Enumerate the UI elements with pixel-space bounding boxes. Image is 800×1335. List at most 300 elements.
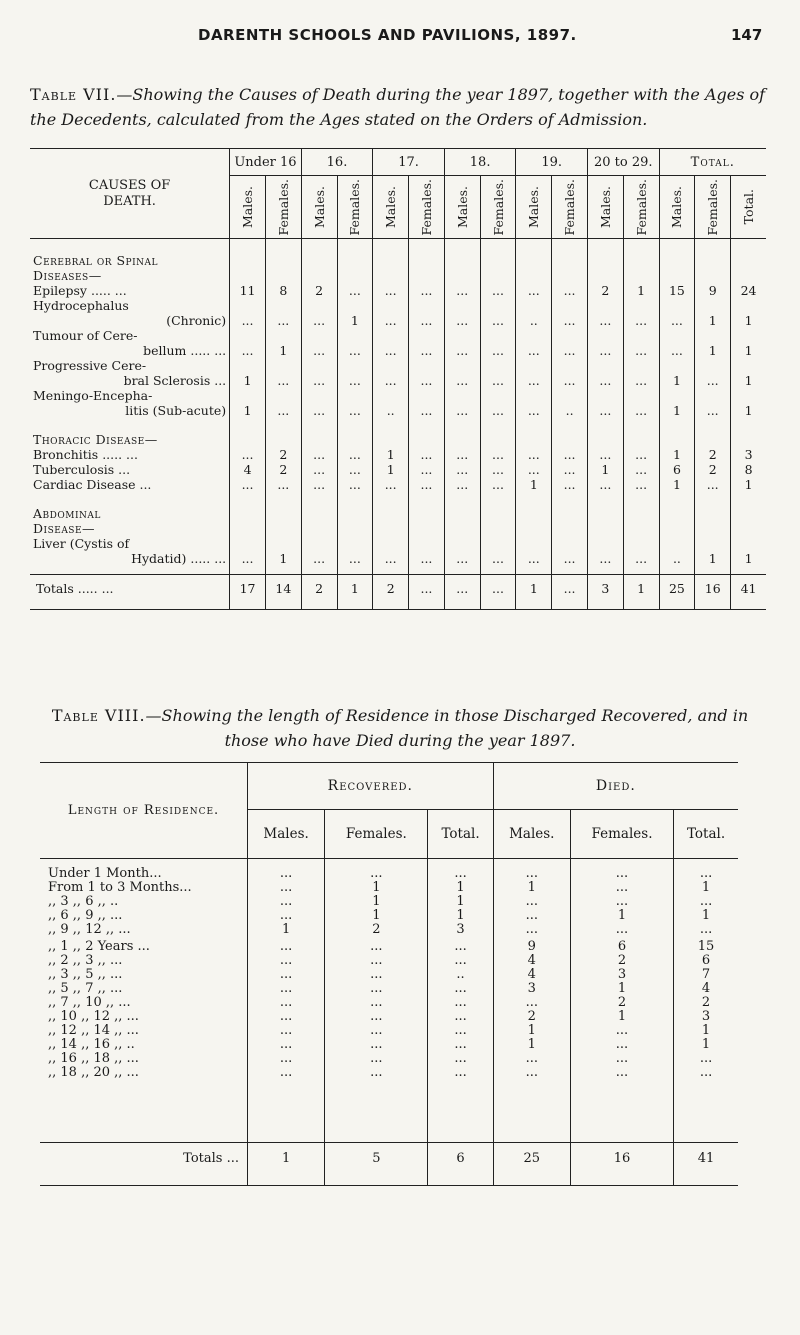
empty-cell xyxy=(731,388,766,403)
empty-cell xyxy=(265,298,301,313)
residence-label: Under 1 Month... xyxy=(40,867,248,881)
count-cell: ... xyxy=(623,403,659,418)
residence-label: ,, 9 ,, 12 ,, ... xyxy=(40,923,248,940)
spacer-cell xyxy=(623,492,659,506)
count-cell: 4 xyxy=(493,968,570,982)
sex-subheader-text: Males. xyxy=(454,185,470,229)
empty-cell xyxy=(337,253,373,268)
spacer-cell xyxy=(230,492,266,506)
section-heading-row xyxy=(30,521,766,536)
count-cell: ... xyxy=(480,283,516,298)
empty-cell xyxy=(409,432,445,447)
empty-cell xyxy=(337,506,373,521)
spacer-cell xyxy=(30,418,230,432)
count-cell: 8 xyxy=(744,462,753,477)
count-cell: ... xyxy=(552,343,588,358)
count-cell: ... xyxy=(325,954,428,968)
count-cell: 2 xyxy=(570,996,673,1010)
spacer-cell xyxy=(230,239,266,254)
spacer-cell xyxy=(428,1080,493,1143)
empty-cell xyxy=(552,432,588,447)
count-cell: ... xyxy=(444,462,480,477)
count-cell: ... xyxy=(337,343,373,358)
empty-cell xyxy=(731,536,766,551)
spacer-cell xyxy=(373,566,409,575)
count-cell: 9 xyxy=(695,283,731,298)
empty-cell xyxy=(373,298,409,313)
spacer-cell xyxy=(373,239,409,254)
residence-label: ,, 1 ,, 2 Years ... xyxy=(40,940,248,954)
total-cell: ... xyxy=(409,575,445,602)
empty-cell xyxy=(373,328,409,343)
spacer-cell xyxy=(40,1175,248,1186)
count-cell: ... xyxy=(428,954,493,968)
section-heading: Diseases— xyxy=(30,268,230,283)
empty-cell xyxy=(444,328,480,343)
sex-subheader xyxy=(731,176,766,239)
residence-row xyxy=(40,923,738,940)
cause-row xyxy=(30,283,766,298)
recovered-header: Recovered. xyxy=(248,763,494,810)
cause-label: Progressive Cere- xyxy=(30,358,230,373)
empty-cell xyxy=(623,506,659,521)
count-cell: 2 xyxy=(265,447,301,462)
spacer-cell xyxy=(30,492,230,506)
total-cell: 1 xyxy=(623,575,659,602)
totals-label: Totals ..... ... xyxy=(30,575,230,602)
empty-cell xyxy=(552,536,588,551)
count-cell: ... xyxy=(301,477,337,492)
count-cell: ... xyxy=(409,373,445,388)
sex-subheader-text: Females. xyxy=(705,178,721,236)
table-viii-caption xyxy=(20,703,780,753)
spacer-row xyxy=(30,566,766,575)
count-cell: ... xyxy=(248,895,325,909)
empty-cell xyxy=(409,268,445,283)
empty-cell xyxy=(230,358,266,373)
count-cell: ... xyxy=(337,283,373,298)
sex-subheader-text: Males. xyxy=(240,185,256,229)
spacer-cell xyxy=(587,566,623,575)
empty-cell xyxy=(230,388,266,403)
age-group-header: 18. xyxy=(444,149,516,176)
count-cell: ... xyxy=(444,343,480,358)
count-cell: ... xyxy=(516,373,552,388)
sex-subheader xyxy=(695,176,731,239)
empty-cell xyxy=(623,298,659,313)
empty-cell xyxy=(516,432,552,447)
spacer-cell xyxy=(516,418,552,432)
residence-label: ,, 5 ,, 7 ,, ... xyxy=(40,982,248,996)
count-cell: 1 xyxy=(695,343,731,358)
sex-subheader xyxy=(552,176,588,239)
empty-cell xyxy=(230,253,266,268)
count-cell: ... xyxy=(301,343,337,358)
count-cell: 3 xyxy=(744,447,753,462)
spacer-row xyxy=(30,239,766,254)
cause-label: Epilepsy ..... ... xyxy=(30,283,230,298)
count-cell: 1 xyxy=(587,462,623,477)
column-subheader: Total. xyxy=(674,810,738,859)
spacer-cell xyxy=(570,1080,673,1143)
spacer-cell xyxy=(674,1080,738,1143)
count-cell: ... xyxy=(699,866,713,881)
count-cell: ... xyxy=(230,551,266,566)
empty-cell xyxy=(623,432,659,447)
count-cell: ... xyxy=(570,1024,673,1038)
residence-row xyxy=(40,954,738,968)
spacer-cell xyxy=(428,1175,493,1186)
count-cell: ... xyxy=(659,343,695,358)
sex-subheader-text: Males. xyxy=(597,185,613,229)
spacer-cell xyxy=(265,566,301,575)
count-cell: ... xyxy=(699,1051,713,1066)
spacer-cell xyxy=(695,418,731,432)
spacer-cell xyxy=(230,566,266,575)
count-cell: ... xyxy=(373,283,409,298)
table-vii-label: Table VII. xyxy=(30,85,117,104)
empty-cell xyxy=(516,388,552,403)
sex-subheader xyxy=(409,176,445,239)
spacer-cell xyxy=(731,601,766,610)
empty-cell xyxy=(337,388,373,403)
sex-subheader xyxy=(444,176,480,239)
residence-label: ,, 12 ,, 14 ,, ... xyxy=(40,1024,248,1038)
empty-cell xyxy=(623,521,659,536)
count-cell: 8 xyxy=(265,283,301,298)
empty-cell xyxy=(659,298,695,313)
spacer-cell xyxy=(248,1080,325,1143)
section-heading-row xyxy=(30,268,766,283)
count-cell: 4 xyxy=(230,462,266,477)
count-cell: 1 xyxy=(695,551,731,566)
count-cell: 2 xyxy=(301,283,337,298)
count-cell: ... xyxy=(480,373,516,388)
empty-cell xyxy=(301,432,337,447)
cause-label: Tuberculosis ... xyxy=(30,462,230,477)
empty-cell xyxy=(444,536,480,551)
count-cell: 6 xyxy=(659,462,695,477)
spacer-cell xyxy=(301,566,337,575)
empty-cell xyxy=(373,253,409,268)
age-group-header: 20 to 29. xyxy=(587,149,659,176)
empty-cell xyxy=(265,432,301,447)
empty-cell xyxy=(301,358,337,373)
count-cell: 1 xyxy=(744,477,753,492)
spacer-cell xyxy=(409,601,445,610)
count-cell: ... xyxy=(552,373,588,388)
cause-row xyxy=(30,536,766,551)
empty-cell xyxy=(587,432,623,447)
table-viii xyxy=(40,762,738,1186)
spacer-cell xyxy=(444,418,480,432)
cause-label: Hydatid) ..... ... xyxy=(30,551,230,566)
count-cell: ... xyxy=(570,1066,673,1080)
empty-cell xyxy=(409,328,445,343)
count-cell: ... xyxy=(248,954,325,968)
total-cell: 41 xyxy=(674,1143,738,1176)
count-cell: ... xyxy=(587,551,623,566)
count-cell: ... xyxy=(552,477,588,492)
residence-row xyxy=(40,1010,738,1024)
sex-subheader-text: Females. xyxy=(275,178,291,236)
count-cell: .. xyxy=(659,551,695,566)
total-cell: 6 xyxy=(428,1143,493,1176)
empty-cell xyxy=(337,268,373,283)
count-cell: ... xyxy=(587,313,623,328)
empty-cell xyxy=(230,268,266,283)
count-cell: ... xyxy=(552,551,588,566)
age-group-header: 19. xyxy=(516,149,588,176)
count-cell: 1 xyxy=(570,982,673,996)
count-cell: ... xyxy=(230,477,266,492)
table-viii-body xyxy=(40,859,738,1186)
empty-cell xyxy=(373,388,409,403)
empty-cell xyxy=(480,388,516,403)
empty-cell xyxy=(230,536,266,551)
count-cell: ... xyxy=(325,1052,428,1066)
count-cell: 1 xyxy=(265,551,301,566)
spacer-row xyxy=(40,1080,738,1143)
spacer-cell xyxy=(30,239,230,254)
total-cell: 2 xyxy=(301,575,337,602)
spacer-row xyxy=(30,492,766,506)
count-cell: 1 xyxy=(428,909,493,923)
cause-label: Liver (Cystis of xyxy=(30,536,230,551)
empty-cell xyxy=(659,253,695,268)
count-cell: ... xyxy=(230,343,266,358)
count-cell: 1 xyxy=(493,881,570,895)
empty-cell xyxy=(659,388,695,403)
count-cell: ... xyxy=(570,895,673,909)
cause-row xyxy=(30,358,766,373)
count-cell: ... xyxy=(444,373,480,388)
section-heading: Disease— xyxy=(30,521,230,536)
count-cell: ... xyxy=(230,313,266,328)
spacer-cell xyxy=(30,566,230,575)
sex-subheader-text: Females. xyxy=(633,178,649,236)
empty-cell xyxy=(301,388,337,403)
spacer-cell xyxy=(695,601,731,610)
count-cell: ... xyxy=(337,373,373,388)
column-subheader: Females. xyxy=(570,810,673,859)
section-heading: Abdominal xyxy=(30,506,230,521)
count-cell: ... xyxy=(516,462,552,477)
count-cell: 1 xyxy=(570,909,673,923)
totals-row xyxy=(30,575,766,602)
count-cell: ... xyxy=(325,1024,428,1038)
count-cell: ... xyxy=(325,982,428,996)
empty-cell xyxy=(337,521,373,536)
column-subheader: Total. xyxy=(428,810,493,859)
count-cell: ... xyxy=(428,1024,493,1038)
count-cell: 2 xyxy=(701,995,711,1010)
count-cell: ... xyxy=(623,313,659,328)
empty-cell xyxy=(731,268,766,283)
residence-label: ,, 3 ,, 5 ,, ... xyxy=(40,968,248,982)
spacer-cell xyxy=(337,566,373,575)
count-cell: 2 xyxy=(493,1010,570,1024)
sex-subheader-text: Females. xyxy=(418,178,434,236)
empty-cell xyxy=(230,506,266,521)
empty-cell xyxy=(695,536,731,551)
empty-cell xyxy=(623,268,659,283)
sex-subheader xyxy=(587,176,623,239)
empty-cell xyxy=(301,536,337,551)
count-cell: 1 xyxy=(230,403,266,418)
residence-row xyxy=(40,909,738,923)
table-vii-body xyxy=(30,239,766,610)
empty-cell xyxy=(337,536,373,551)
count-cell: ... xyxy=(373,343,409,358)
count-cell: ... xyxy=(301,462,337,477)
residence-label: ,, 7 ,, 10 ,, ... xyxy=(40,996,248,1010)
sex-subheader xyxy=(265,176,301,239)
empty-cell xyxy=(552,253,588,268)
total-cell: 2 xyxy=(373,575,409,602)
empty-cell xyxy=(444,432,480,447)
count-cell: ... xyxy=(699,922,713,937)
count-cell: ... xyxy=(248,1010,325,1024)
cause-row xyxy=(30,298,766,313)
count-cell: ... xyxy=(493,1066,570,1080)
empty-cell xyxy=(337,298,373,313)
empty-cell xyxy=(337,432,373,447)
spacer-cell xyxy=(493,1175,570,1186)
spacer-cell xyxy=(623,418,659,432)
count-cell: ... xyxy=(337,551,373,566)
residence-label: From 1 to 3 Months... xyxy=(40,881,248,895)
cause-row xyxy=(30,313,766,328)
empty-cell xyxy=(587,298,623,313)
count-cell: ... xyxy=(301,551,337,566)
count-cell: ... xyxy=(493,909,570,923)
table-vii xyxy=(30,148,766,610)
empty-cell xyxy=(659,521,695,536)
cause-label: Tumour of Cere- xyxy=(30,328,230,343)
count-cell: 1 xyxy=(744,551,753,566)
count-cell: ... xyxy=(493,996,570,1010)
count-cell: ... xyxy=(552,283,588,298)
cause-label: litis (Sub-acute) xyxy=(30,403,230,418)
count-cell: 9 xyxy=(493,940,570,954)
count-cell: 1 xyxy=(493,1024,570,1038)
section-heading-row xyxy=(30,432,766,447)
spacer-cell xyxy=(409,239,445,254)
sex-subheader xyxy=(337,176,373,239)
spacer-cell xyxy=(409,566,445,575)
count-cell: 2 xyxy=(695,462,731,477)
empty-cell xyxy=(516,506,552,521)
bottom-rule xyxy=(30,601,766,610)
count-cell: ... xyxy=(325,940,428,954)
spacer-cell xyxy=(659,566,695,575)
total-cell: 3 xyxy=(587,575,623,602)
spacer-cell xyxy=(325,1080,428,1143)
count-cell: 3 xyxy=(701,1009,711,1024)
sex-subheader-text: Females. xyxy=(490,178,506,236)
count-cell: 1 xyxy=(428,881,493,895)
count-cell: ... xyxy=(265,373,301,388)
count-cell: ... xyxy=(570,1038,673,1052)
column-subheader: Males. xyxy=(248,810,325,859)
count-cell: 1 xyxy=(248,923,325,940)
count-cell: 2 xyxy=(265,462,301,477)
column-subheader: Males. xyxy=(493,810,570,859)
count-cell: 1 xyxy=(659,447,695,462)
empty-cell xyxy=(623,253,659,268)
spacer-cell xyxy=(695,566,731,575)
count-cell: ... xyxy=(373,551,409,566)
empty-cell xyxy=(409,298,445,313)
empty-cell xyxy=(695,328,731,343)
residence-row xyxy=(40,996,738,1010)
count-cell: 1 xyxy=(570,1010,673,1024)
empty-cell xyxy=(552,506,588,521)
count-cell: ... xyxy=(570,923,673,940)
count-cell: ... xyxy=(428,940,493,954)
empty-cell xyxy=(552,268,588,283)
spacer-cell xyxy=(552,418,588,432)
count-cell: 2 xyxy=(325,923,428,940)
spacer-cell xyxy=(674,1175,738,1186)
empty-cell xyxy=(230,328,266,343)
empty-cell xyxy=(552,358,588,373)
cause-label: bral Sclerosis ... xyxy=(30,373,230,388)
count-cell: ... xyxy=(695,373,731,388)
spacer-cell xyxy=(623,566,659,575)
count-cell: ... xyxy=(570,1052,673,1066)
empty-cell xyxy=(444,358,480,373)
total-cell: 14 xyxy=(265,575,301,602)
spacer-cell xyxy=(480,566,516,575)
table-viii-header-row xyxy=(40,763,738,810)
count-cell: ... xyxy=(623,447,659,462)
table-viii-caption-line1: —Showing the length of Residence in those Discharged Recovered, and in xyxy=(145,706,749,725)
count-cell: 15 xyxy=(659,283,695,298)
count-cell: ... xyxy=(325,1066,428,1080)
total-cell: 1 xyxy=(337,575,373,602)
count-cell: ... xyxy=(265,403,301,418)
count-cell: ... xyxy=(428,1066,493,1080)
count-cell: 1 xyxy=(695,313,731,328)
count-cell: 1 xyxy=(744,343,753,358)
empty-cell xyxy=(373,358,409,373)
sex-subheader-text: Males. xyxy=(383,185,399,229)
empty-cell xyxy=(480,298,516,313)
empty-cell xyxy=(731,358,766,373)
empty-cell xyxy=(552,521,588,536)
count-cell: ... xyxy=(444,447,480,462)
empty-cell xyxy=(516,536,552,551)
count-cell: ... xyxy=(444,403,480,418)
empty-cell xyxy=(695,521,731,536)
count-cell: ... xyxy=(248,1052,325,1066)
count-cell: ... xyxy=(337,447,373,462)
empty-cell xyxy=(301,328,337,343)
count-cell: ... xyxy=(248,909,325,923)
table-vii-header-row xyxy=(30,149,766,176)
count-cell: ... xyxy=(428,1038,493,1052)
residence-label: ,, 6 ,, 9 ,, ... xyxy=(40,909,248,923)
spacer-cell xyxy=(587,601,623,610)
residence-label: ,, 16 ,, 18 ,, ... xyxy=(40,1052,248,1066)
spacer-cell xyxy=(409,418,445,432)
empty-cell xyxy=(480,358,516,373)
sex-subheader-text: Males. xyxy=(669,185,685,229)
sex-subheader xyxy=(623,176,659,239)
sex-subheader xyxy=(516,176,552,239)
